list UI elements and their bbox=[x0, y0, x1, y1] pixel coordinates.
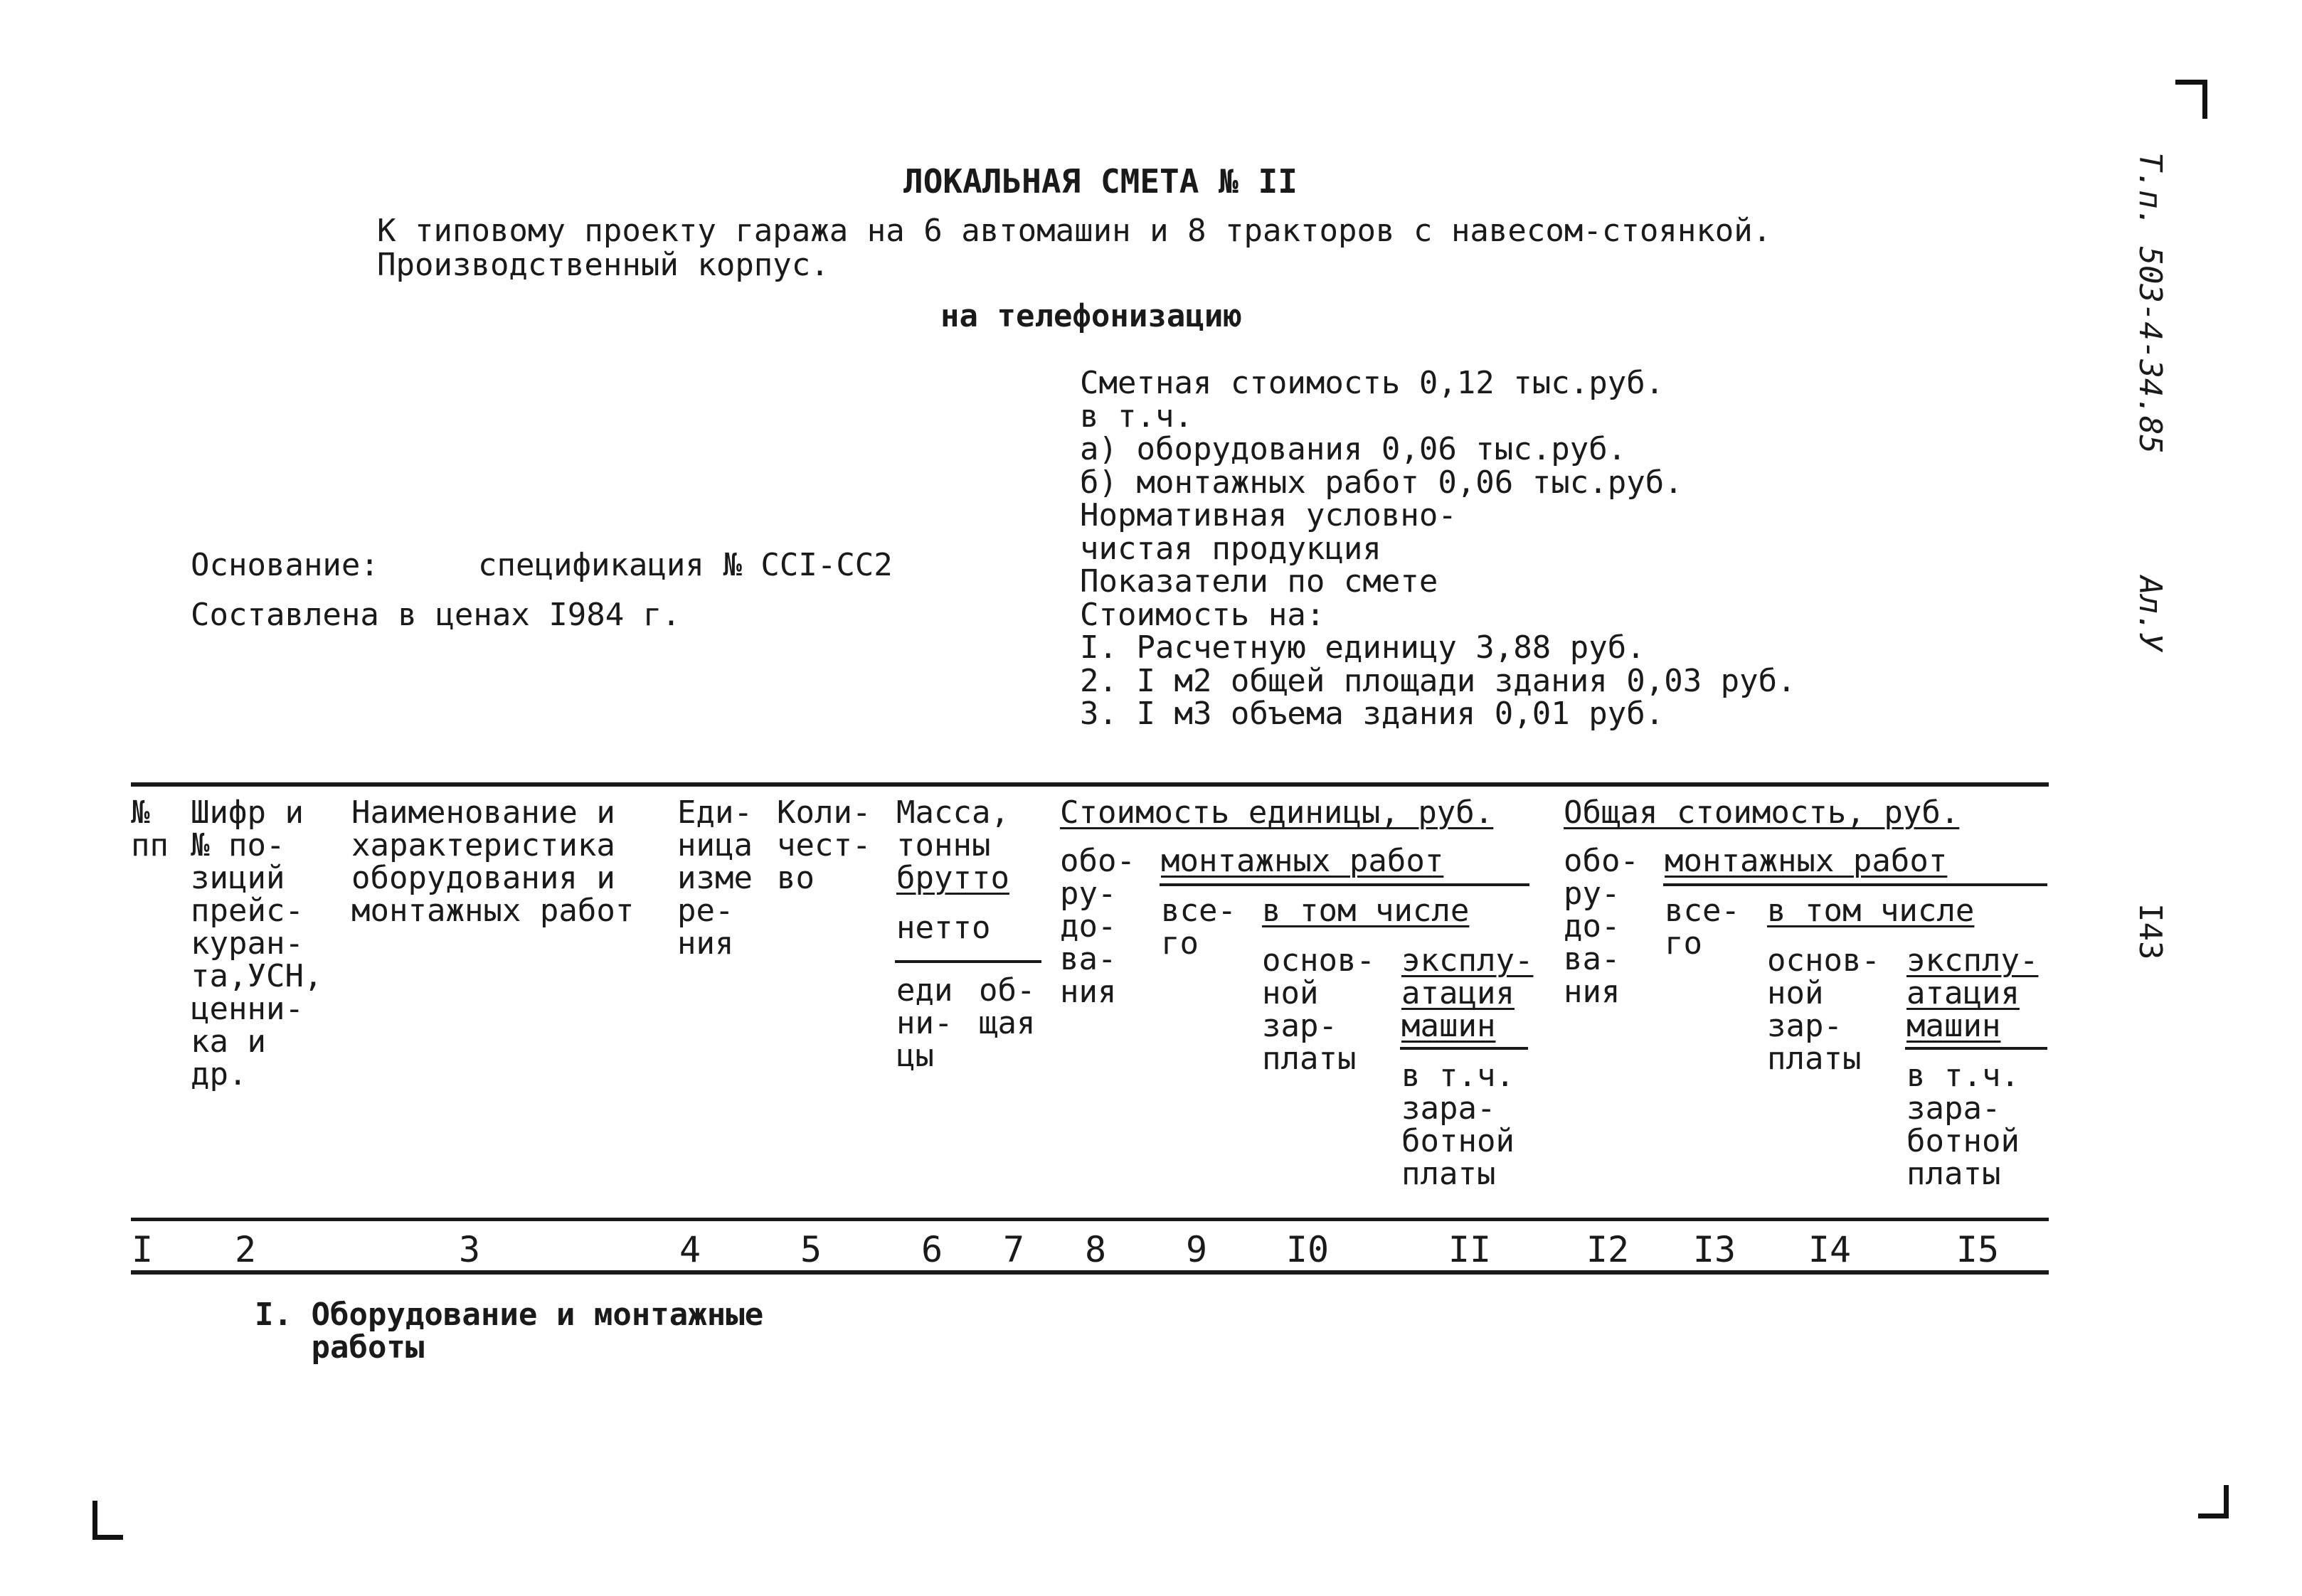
cost-summary-line: 2. I м2 общей площади здания 0,03 руб. bbox=[1080, 662, 1796, 699]
header-unit-total: все- го bbox=[1161, 893, 1236, 962]
column-number: I5 bbox=[1956, 1229, 2000, 1270]
column-number: I4 bbox=[1808, 1229, 1852, 1270]
column-number: I3 bbox=[1692, 1229, 1736, 1270]
rule-unit-mount bbox=[1160, 883, 1529, 886]
column-number: 6 bbox=[921, 1229, 943, 1270]
column-number: 7 bbox=[1002, 1229, 1025, 1270]
header-mass-netto: нетто bbox=[896, 910, 991, 946]
header-unit-cost-group: Стоимость единицы, руб. bbox=[1060, 794, 1494, 831]
column-number: I2 bbox=[1586, 1229, 1630, 1270]
header-unit-machine-op: эксплу- атация машин bbox=[1401, 942, 1534, 1044]
column-number: 5 bbox=[800, 1229, 822, 1270]
column-number: 4 bbox=[679, 1229, 701, 1270]
rule-total-machine-pay bbox=[1905, 1047, 2047, 1050]
column-number: 3 bbox=[458, 1229, 481, 1270]
mass-divider bbox=[895, 960, 1041, 963]
cost-summary-line: чистая продукция bbox=[1080, 530, 1381, 567]
cost-summary-line: в т.ч. bbox=[1080, 398, 1193, 435]
cost-summary-line: Показатели по смете bbox=[1080, 563, 1438, 600]
header-unit-incl-pay: в т.ч. зара- ботной платы bbox=[1401, 1058, 1515, 1192]
cost-summary-line: Нормативная условно- bbox=[1080, 497, 1457, 533]
column-number: I bbox=[131, 1229, 154, 1270]
rule-total-mount bbox=[1663, 883, 2047, 886]
table-header-bottom-rule bbox=[131, 1218, 2049, 1221]
corner-mark-bottom-right bbox=[2198, 1485, 2229, 1518]
corner-mark-bottom-left bbox=[92, 1501, 123, 1540]
header-total-incl-pay: в т.ч. зара- ботной платы bbox=[1906, 1058, 2020, 1192]
header-total-mount-group: монтажных работ bbox=[1665, 843, 1948, 879]
header-mass-total: об- щая bbox=[979, 972, 1036, 1041]
cost-summary-line: а) оборудования 0,06 тыс.руб. bbox=[1080, 431, 1627, 467]
column-number: 8 bbox=[1084, 1229, 1107, 1270]
header-col-number: № пп bbox=[131, 794, 169, 863]
project-code: Т.п. 503-4-34.85 bbox=[2132, 152, 2168, 454]
header-col-code: Шифр и № по- зиций прейс- куран- та,УСН, ценни- ка и др. bbox=[191, 794, 323, 1092]
header-total-base-pay: основ- ной зар- платы bbox=[1767, 942, 1880, 1077]
cost-summary-line: 3. I м3 объема здания 0,01 руб. bbox=[1080, 696, 1665, 732]
column-number: 9 bbox=[1185, 1229, 1208, 1270]
cost-summary-line: I. Расчетную единицу 3,88 руб. bbox=[1080, 629, 1645, 666]
subtitle-line-2: Производственный корпус. bbox=[377, 247, 829, 283]
header-col-quantity: Коли- чест- во bbox=[777, 794, 871, 896]
cost-summary-line: б) монтажных работ 0,06 тыс.руб. bbox=[1080, 464, 1683, 501]
header-unit-base-pay: основ- ной зар- платы bbox=[1262, 942, 1375, 1077]
column-number: 2 bbox=[234, 1229, 257, 1270]
page-number: I43 bbox=[2132, 903, 2168, 960]
cost-summary bbox=[1080, 367, 1796, 731]
album-label: Ал.У bbox=[2132, 576, 2168, 651]
header-unit-incl: в том числе bbox=[1262, 893, 1470, 929]
header-total-cost-group: Общая стоимость, руб. bbox=[1564, 794, 1960, 831]
header-total-equipment: обо- ру- до- ва- ния bbox=[1564, 843, 1639, 1010]
column-numbers-bottom-rule bbox=[131, 1270, 2049, 1275]
cost-summary-line: Стоимость на: bbox=[1080, 596, 1325, 633]
header-mass-brutto: брутто bbox=[896, 860, 1009, 896]
column-number: II bbox=[1448, 1229, 1492, 1270]
header-total-machine-op: эксплу- атация машин bbox=[1906, 942, 2039, 1044]
header-unit-equipment: обо- ру- до- ва- ния bbox=[1060, 843, 1135, 1010]
table-top-rule bbox=[131, 782, 2049, 787]
basis-label: Основание: bbox=[191, 547, 379, 583]
prices-line: Составлена в ценах I984 г. bbox=[191, 597, 681, 633]
header-col-unit: Еди- ница изме ре- ния bbox=[677, 794, 753, 962]
document-title: ЛОКАЛЬНАЯ СМЕТА № II bbox=[903, 162, 1298, 201]
header-mass: Масса, тонны bbox=[896, 794, 1009, 863]
header-total-total: все- го bbox=[1665, 893, 1740, 962]
purpose-line: на телефонизацию bbox=[940, 298, 1242, 334]
header-unit-mount-group: монтажных работ bbox=[1161, 843, 1444, 879]
section-title: I. Оборудование и монтажные работы bbox=[255, 1297, 764, 1366]
cost-summary-line: Сметная стоимость 0,12 тыс.руб. bbox=[1080, 365, 1665, 401]
column-number: I0 bbox=[1285, 1229, 1330, 1270]
header-total-incl: в том числе bbox=[1767, 893, 1975, 929]
header-col-name: Наименование и характеристика оборудования и монтажных работ bbox=[351, 794, 635, 929]
rule-unit-machine-pay bbox=[1400, 1047, 1528, 1050]
subtitle-line-1: К типовому проекту гаража на 6 автомашин и 8 тракторов с навесом-стоянкой. bbox=[377, 213, 1772, 249]
header-mass-unit: еди ни- цы bbox=[896, 972, 953, 1074]
corner-mark-top-right bbox=[2175, 80, 2207, 119]
basis-value: спецификация № ССI-СС2 bbox=[478, 547, 893, 583]
